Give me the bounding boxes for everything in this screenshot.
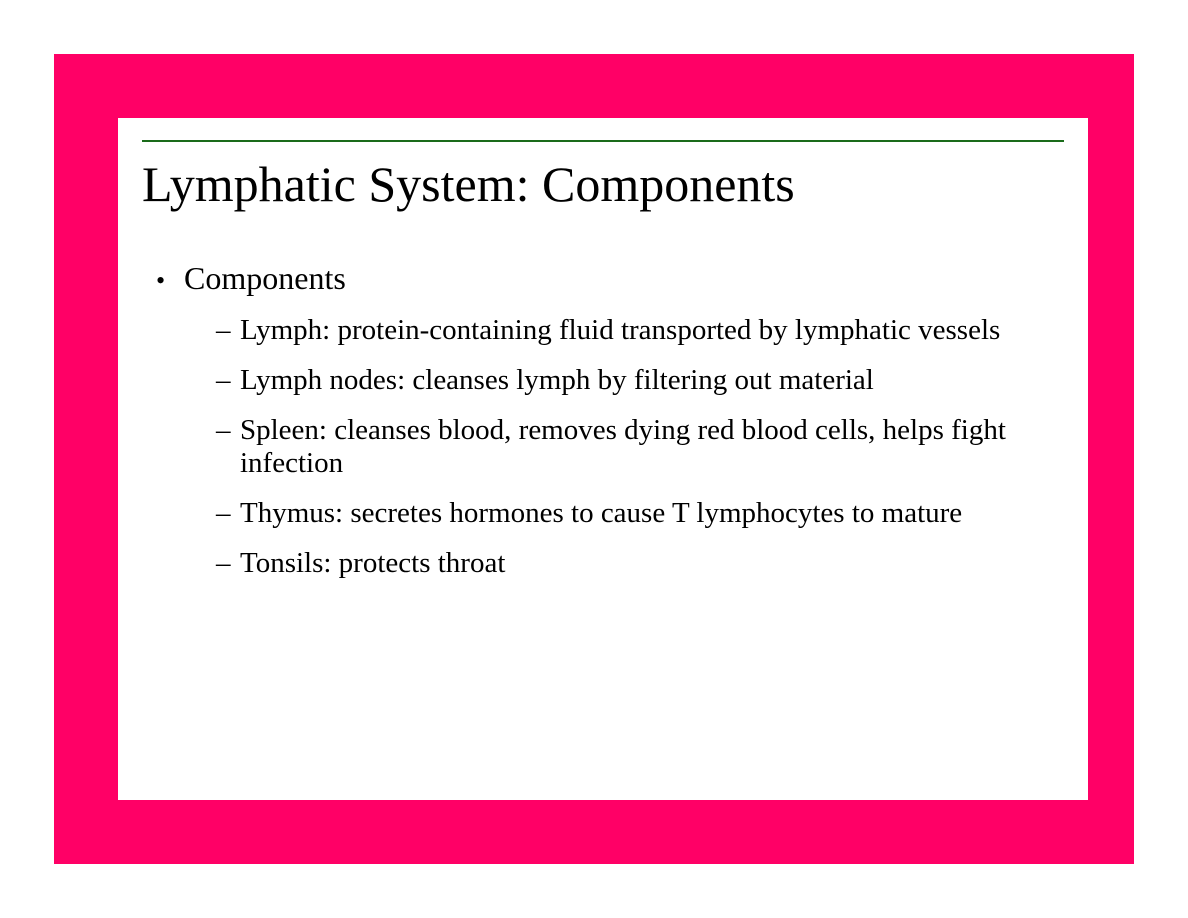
slide	[118, 118, 1088, 800]
dash-icon: –	[216, 547, 231, 579]
sub-bullet-spleen	[216, 414, 1046, 480]
bullet-label: Components	[184, 260, 346, 296]
sub-bullet-text: Lymph: protein-containing fluid transported by lymphatic vessels	[240, 314, 1001, 346]
sub-bullet-thymus	[216, 497, 1046, 530]
bullet-item-components	[156, 258, 346, 301]
sub-bullet-lymph	[216, 314, 1046, 347]
bullet-icon: •	[156, 266, 166, 295]
title-rule	[142, 140, 1064, 142]
sub-bullet-text: Spleen: cleanses blood, removes dying red blood cells, helps fight infection	[240, 414, 1006, 479]
sub-bullet-text: Thymus: secretes hormones to cause T lymphocytes to mature	[240, 497, 963, 529]
sub-bullet-tonsils	[216, 547, 1046, 580]
sub-bullet-list	[216, 314, 1046, 597]
dash-icon: –	[216, 364, 231, 396]
slide-title: Lymphatic System: Components	[142, 156, 795, 212]
dash-icon: –	[216, 414, 231, 446]
sub-bullet-text: Lymph nodes: cleanses lymph by filtering out material	[240, 364, 874, 396]
dash-icon: –	[216, 497, 231, 529]
dash-icon: –	[216, 314, 231, 346]
sub-bullet-lymph-nodes	[216, 364, 1046, 397]
sub-bullet-text: Tonsils: protects throat	[240, 547, 506, 579]
